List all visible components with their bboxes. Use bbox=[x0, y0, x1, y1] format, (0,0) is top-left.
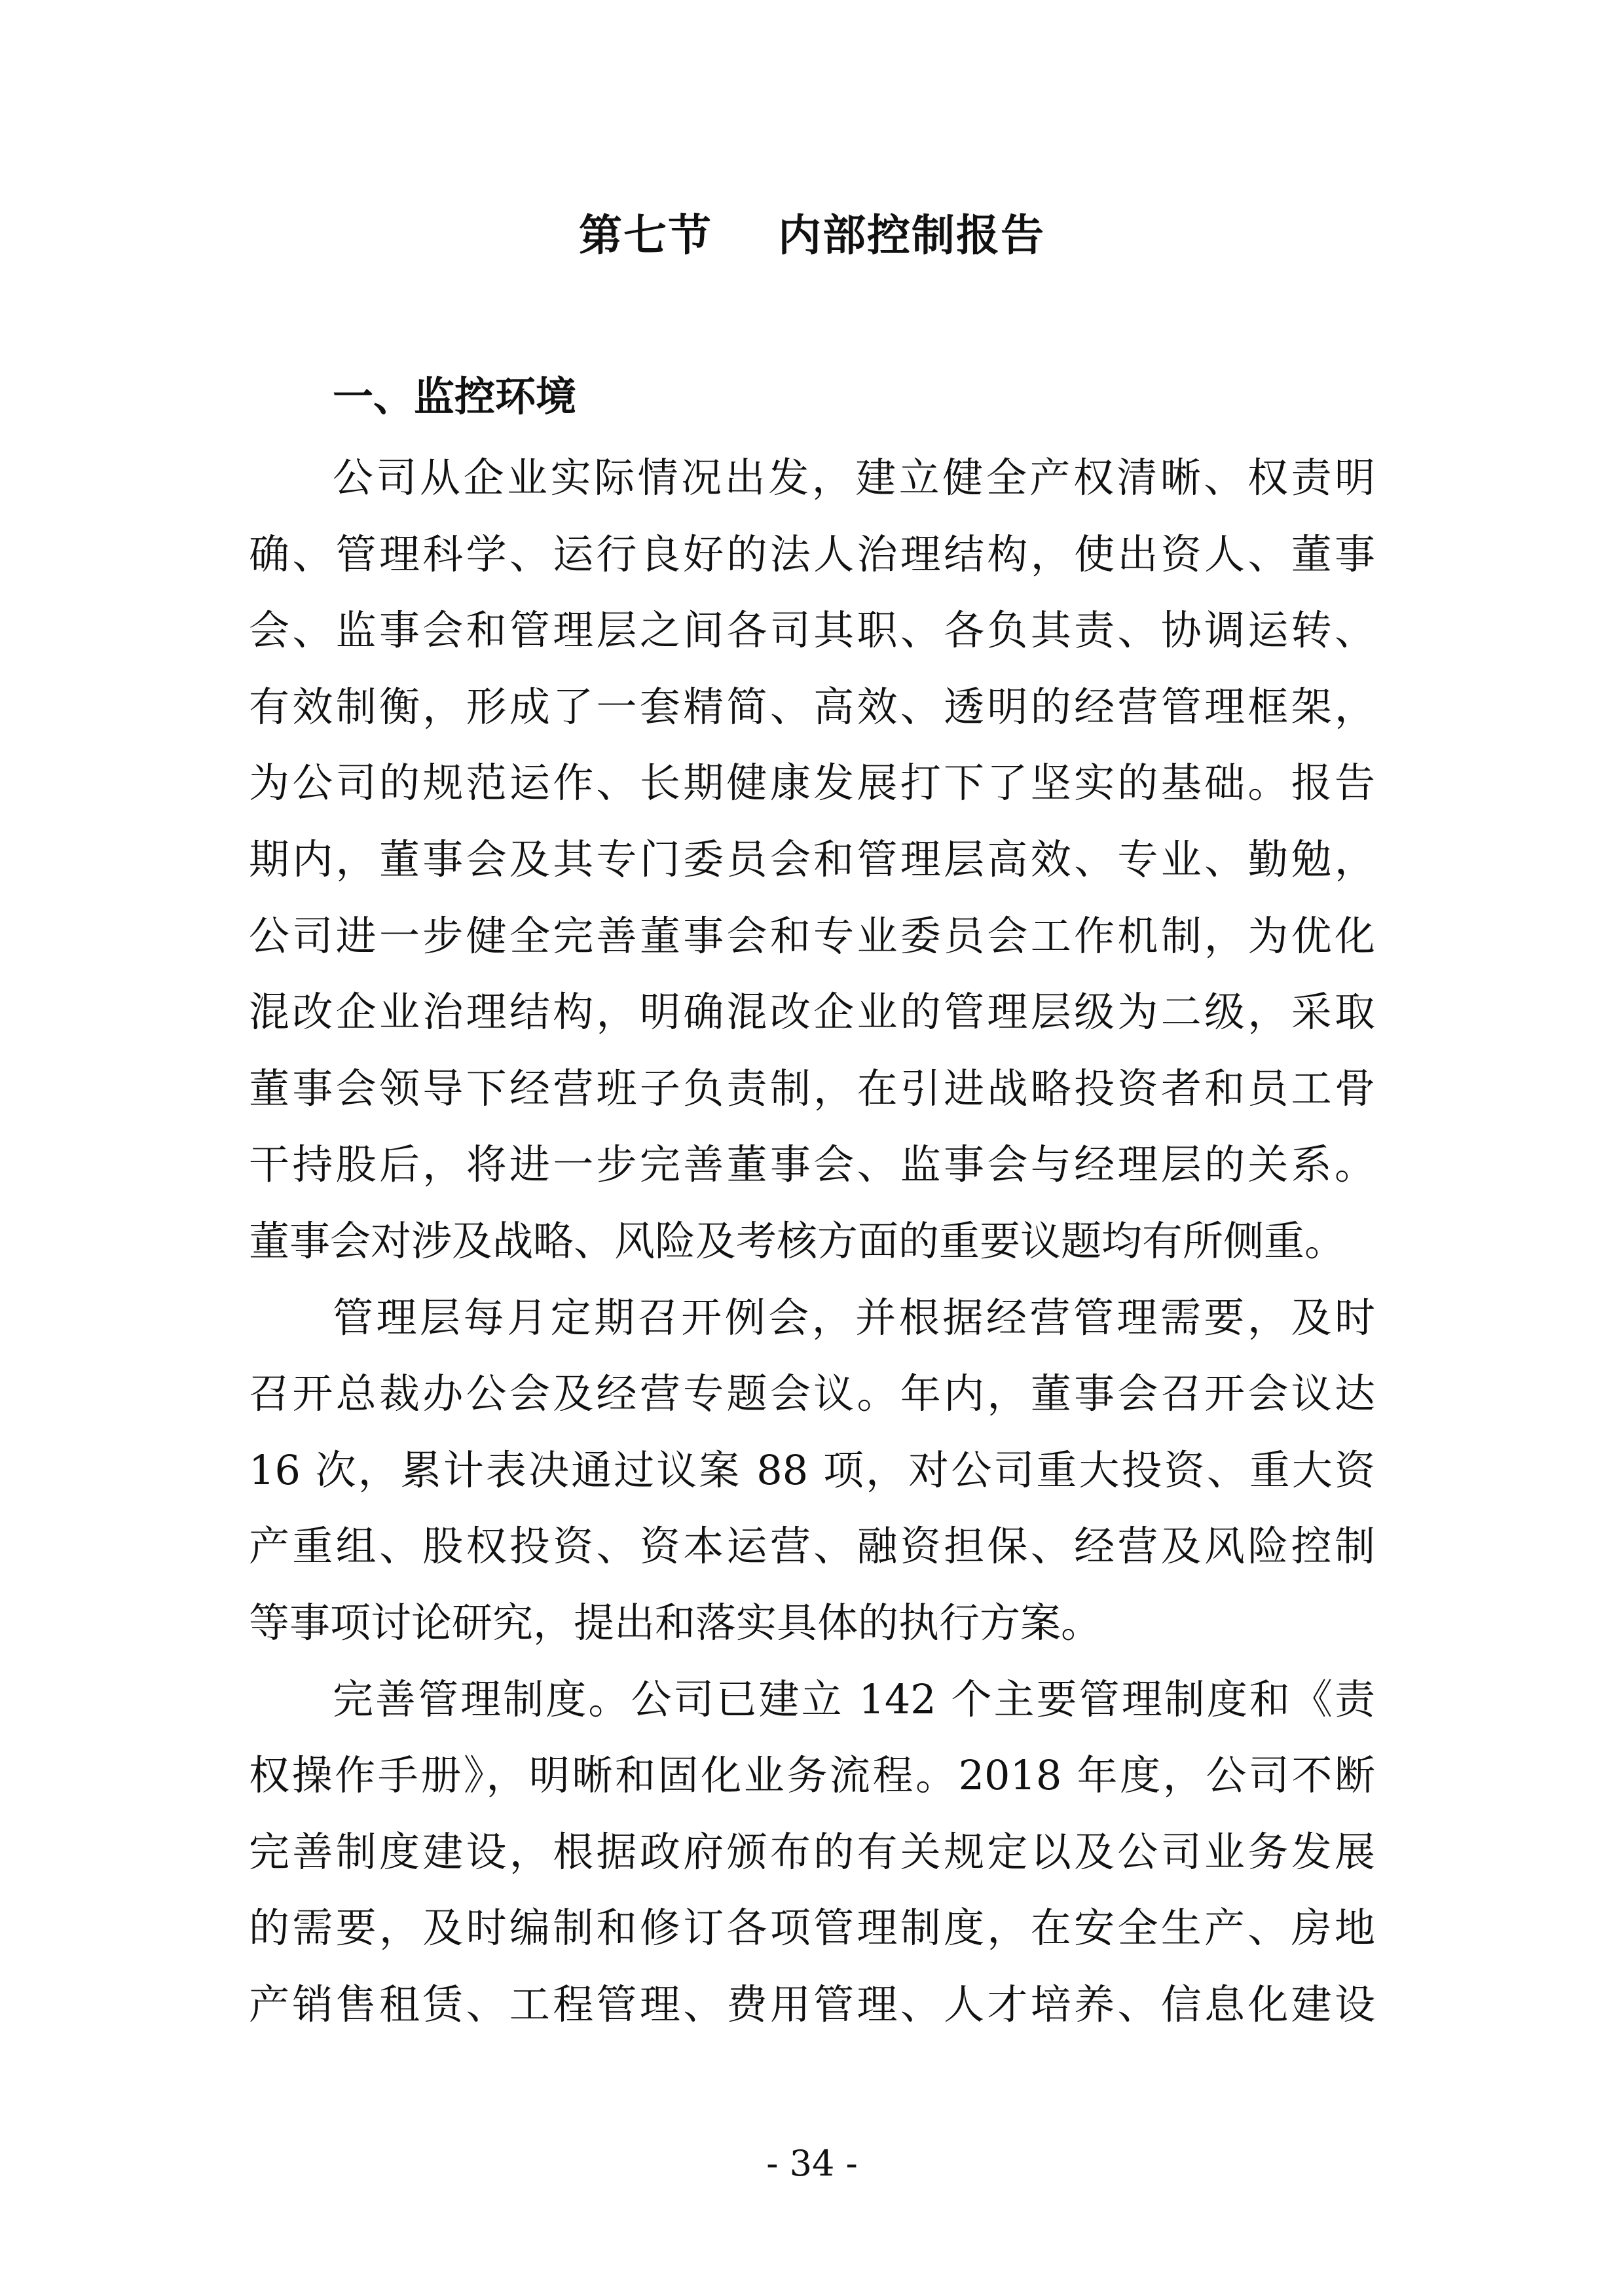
paragraph-line: 公司从企业实际情况出发，建立健全产权清晰、权责明 bbox=[333, 454, 1375, 501]
paragraph-line: 管理层每月定期召开例会，并根据经营管理需要，及时 bbox=[333, 1293, 1375, 1341]
paragraph-line: 完善管理制度。公司已建立 142 个主要管理制度和《责 bbox=[333, 1675, 1375, 1723]
paragraph-line: 16 次，累计表决通过议案 88 项，对公司重大投资、重大资 bbox=[249, 1446, 1375, 1494]
page-number: - 34 - bbox=[766, 2143, 858, 2184]
paragraph-line: 有效制衡，形成了一套精简、高效、透明的经营管理框架， bbox=[249, 682, 1375, 731]
paragraph-line: 期内，董事会及其专门委员会和管理层高效、专业、勤勉， bbox=[249, 835, 1375, 883]
paragraph-line: 公司进一步健全完善董事会和专业委员会工作机制，为优化 bbox=[249, 911, 1375, 960]
paragraph-line: 权操作手册》，明晰和固化业务流程。2018 年度，公司不断 bbox=[249, 1751, 1375, 1800]
paragraph-line: 产重组、股权投资、资本运营、融资担保、经营及风险控制 bbox=[249, 1522, 1375, 1571]
paragraph-line: 为公司的规范运作、长期健康发展打下了坚实的基础。报告 bbox=[249, 759, 1375, 807]
paragraph-line: 混改企业治理结构，明确混改企业的管理层级为二级，采取 bbox=[249, 988, 1375, 1036]
paragraph-line: 董事会对涉及战略、风险及考核方面的重要议题均有所侧重。 bbox=[249, 1216, 1346, 1265]
paragraph-line: 确、管理科学、运行良好的法人治理结构，使出资人、董事 bbox=[249, 530, 1375, 578]
paragraph-line: 的需要，及时编制和修订各项管理制度，在安全生产、房地 bbox=[249, 1904, 1375, 1952]
paragraph-line: 董事会领导下经营班子负责制，在引进战略投资者和员工骨 bbox=[249, 1064, 1375, 1112]
paragraph-line: 召开总裁办公会及经营专题会议。年内，董事会召开会议达 bbox=[249, 1370, 1375, 1418]
paragraph-line: 产销售租赁、工程管理、费用管理、人才培养、信息化建设 bbox=[249, 1980, 1375, 2028]
body-text bbox=[249, 440, 1375, 2043]
page-title: 第七节 内部控制报告 bbox=[579, 210, 1045, 261]
section-heading: 一、监控环境 bbox=[333, 373, 577, 420]
paragraph-line: 等事项讨论研究，提出和落实具体的执行方案。 bbox=[249, 1598, 1102, 1647]
paragraph-line: 完善制度建设，根据政府颁布的有关规定以及公司业务发展 bbox=[249, 1827, 1375, 1876]
paragraph-line: 会、监事会和管理层之间各司其职、各负其责、协调运转、 bbox=[249, 606, 1375, 655]
paragraph-line: 干持股后，将进一步完善董事会、监事会与经理层的关系。 bbox=[249, 1140, 1375, 1189]
